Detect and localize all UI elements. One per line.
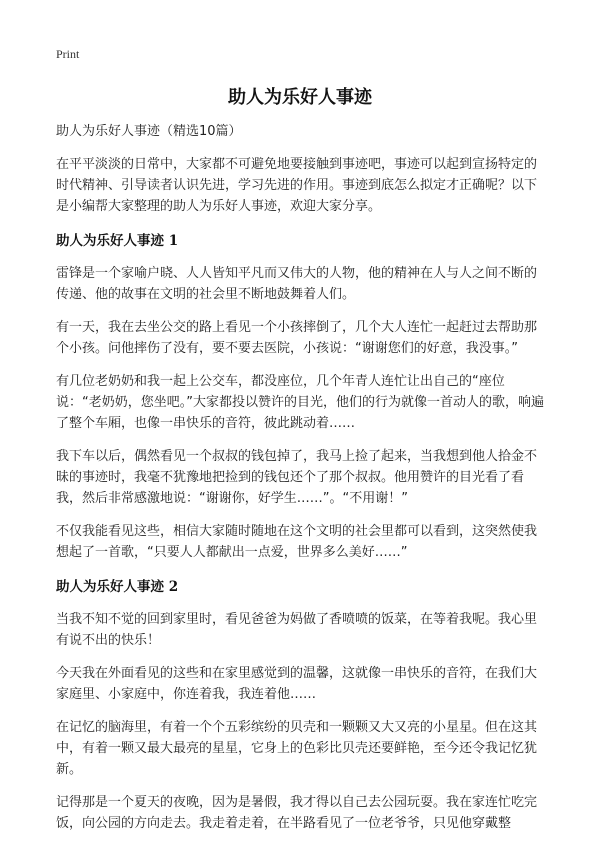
paragraph: 雷锋是一个家喻户晓、人人皆知平凡而又伟大的人物，他的精神在人与人之间不断的传递、他的故事在文明的社会里不断地鼓舞着人们。 [56,266,538,302]
print-link[interactable]: Print [56,47,80,61]
page-title: 助人为乐好人事迹 [228,87,372,108]
paragraph: 今天我在外面看见的这些和在家里感觉到的温馨，这就像一串快乐的音符，在我们大家庭里、小家庭中，你连着我，我连着他…… [56,666,538,702]
paragraph: 有一天，我在去坐公交的路上看见一个小孩摔倒了，几个大人连忙一起赶过去帮助那个小孩。问他摔伤了没有，要不要去医院，小孩说：“谢谢您们的好意，我没事。” [56,320,538,356]
section-heading: 助人为乐好人事迹 2 [56,579,179,595]
paragraph: 当我不知不觉的回到家里时，看见爸爸为妈做了香喷喷的饭菜，在等着我呢。我心里有说不出的快乐！ [56,612,538,648]
article-subtitle: 助人为乐好人事迹（精选10篇） [56,124,242,139]
paragraph: 不仅我能看见这些，相信大家随时随地在这个文明的社会里都可以看到，这突然使我想起了一首歌，“只要人人都献出一点爱，世界多么美好……” [56,524,538,560]
paragraph: 有几位老奶奶和我一起上公交车，都没座位，几个年青人连忙让出自己的“座位说：“老奶奶，您坐吧。”大家都投以赞许的目光，他们的行为就像一首动人的歌，响遍了整个车厢，也像一串快乐的音符，彼此跳动着…… [56,374,544,431]
article-body [56,122,548,846]
intro-paragraph: 在平平淡淡的日常中，大家都不可避免地要接触到事迹吧，事迹可以起到宣扬特定的时代精神、引导读者认识先进，学习先进的作用。事迹到底怎么拟定才正确呢？以下是小编帮大家整理的助人为乐好人事迹，欢迎大家分享。 [56,157,538,214]
paragraph: 在记忆的脑海里，有着一个个五彩缤纷的贝壳和一颗颗又大又亮的小星星。但在这其中，有着一颗又最大最亮的星星，它身上的色彩比贝壳还要鲜艳，至今还令我记忆犹新。 [56,720,538,777]
paragraph: 我下车以后，偶然看见一个叔叔的钱包掉了，我马上捡了起来，当我想到他人拾金不昧的事迹时，我毫不犹豫地把捡到的钱包还个了那个叔叔。他用赞许的目光看了看我，然后非常感激地说：“谢谢你，好学生……”。“不用谢！” [56,449,538,506]
paragraph: 记得那是一个夏天的夜晚，因为是暑假，我才得以自己去公园玩耍。我在家连忙吃完饭，向公园的方向走去。我走着走着，在半路看见了一位老爷爷，只见他穿戴整 [56,795,538,831]
section-heading: 助人为乐好人事迹 1 [56,233,179,249]
